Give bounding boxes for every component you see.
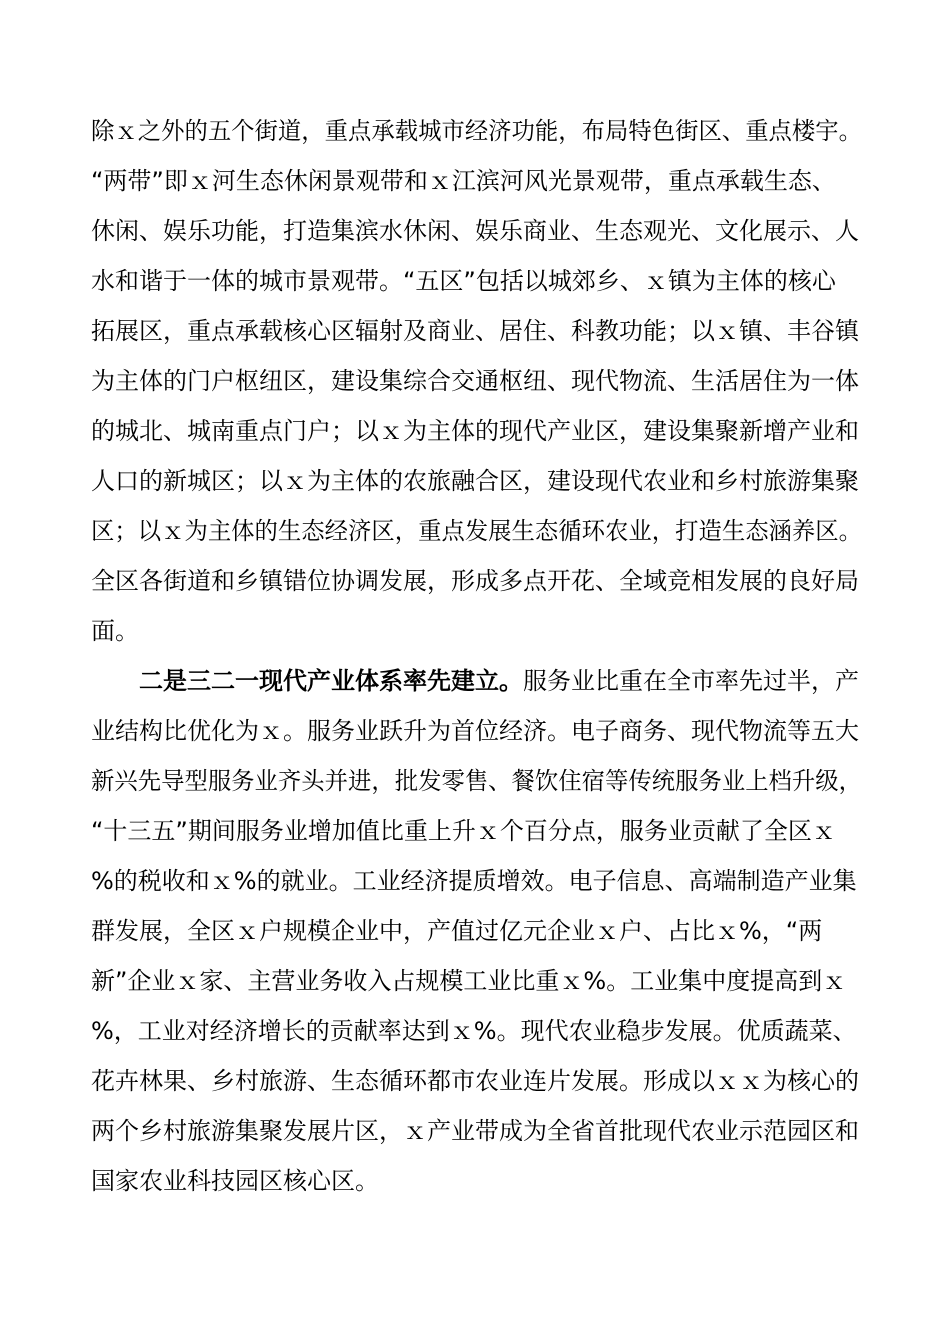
text-line: 国家农业科技园区核心区。 (91, 1167, 379, 1195)
text-line: %，工业对经济增长的贡献率达到ｘ%。现代农业稳步发展。优质蔬菜、 (91, 1017, 857, 1045)
text-line: 新兴先导型服务业齐头并进，批发零售、餐饮住宿等传统服务业上档升级， (91, 767, 863, 795)
text-line: 人口的新城区；以ｘ为主体的农旅融合区，建设现代农业和乡村旅游集聚 (91, 467, 859, 495)
text-line: 新”企业ｘ家、主营业务收入占规模工业比重ｘ%。工业集中度提高到ｘ (91, 967, 847, 995)
text-line: 面。 (91, 617, 139, 645)
text-line: 休闲、娱乐功能，打造集滨水休闲、娱乐商业、生态观光、文化展示、人 (91, 217, 859, 245)
text-line: 为主体的门户枢纽区，建设集综合交通枢纽、现代物流、生活居住为一体 (91, 367, 859, 395)
text-line: 业结构比优化为ｘ。服务业跃升为首位经济。电子商务、现代物流等五大 (91, 717, 859, 745)
text-line: 的城北、城南重点门户；以ｘ为主体的现代产业区，建设集聚新增产业和 (91, 417, 859, 445)
text-line: “十三五”期间服务业增加值比重上升ｘ个百分点，服务业贡献了全区ｘ (91, 817, 836, 845)
text-line: 区；以ｘ为主体的生态经济区，重点发展生态循环农业，打造生态涵养区。 (91, 517, 863, 545)
text-line: 群发展，全区ｘ户规模企业中，产值过亿元企业ｘ户、占比ｘ%，“两 (91, 917, 823, 945)
text-line: 除ｘ之外的五个街道，重点承载城市经济功能，布局特色街区、重点楼宇。 (91, 117, 863, 145)
paragraph-heading: 二是三二一现代产业体系率先建立。 (139, 667, 523, 695)
paragraph-first-line (139, 666, 859, 696)
text-line: %的税收和ｘ%的就业。工业经济提质增效。电子信息、高端制造产业集 (91, 867, 857, 895)
text-line: 水和谐于一体的城市景观带。“五区”包括以城郊乡、ｘ镇为主体的核心 (91, 267, 836, 295)
text-line: “两带”即ｘ河生态休闲景观带和ｘ江滨河风光景观带，重点承载生态、 (91, 167, 836, 195)
text-line: 拓展区，重点承载核心区辐射及商业、居住、科教功能；以ｘ镇、丰谷镇 (91, 317, 859, 345)
text-line: 花卉林果、乡村旅游、生态循环都市农业连片发展。形成以ｘｘ为核心的 (91, 1067, 859, 1095)
text-line: 两个乡村旅游集聚发展片区，ｘ产业带成为全省首批现代农业示范园区和 (91, 1117, 859, 1145)
paragraph-text: 服务业比重在全市率先过半，产 (523, 667, 859, 695)
text-line: 全区各街道和乡镇错位协调发展，形成多点开花、全域竞相发展的良好局 (91, 567, 859, 595)
